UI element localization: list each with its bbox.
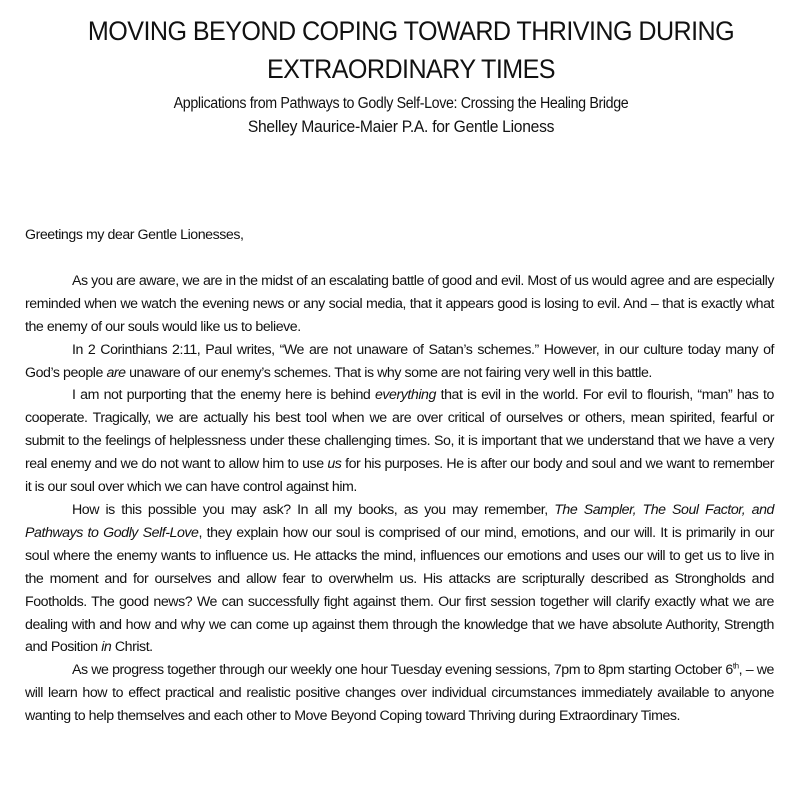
paragraph-5 — [25, 659, 774, 728]
letter-body — [25, 224, 774, 728]
paragraph-text: for his purposes. He is after our body and soul and we want to remember it is our soul over which we can have control against him. — [25, 456, 774, 496]
paragraph-text: , they explain how our soul is comprised of our mind, emotions, and our will. It is primarily in our soul where the enemy wants to influence us. He attacks the mind, influences our emotions and uses our will to get us to live in the moment and for ourselves and allow fear to overwhelm us. His attacks are scripturally described as Strongholds and Footholds. The good news? We can successfully fight against them. Our first session together will clarify exactly what we are dealing with and how and why we can come up against them through the knowledge that we have absolute Authority, Strength and Position — [25, 524, 775, 656]
paragraph-1 — [25, 270, 774, 339]
paragraph-text: In 2 Corinthians 2:11, Paul writes, “We are not unaware of Satan’s schemes.” However, in our culture today many of God’s people — [25, 341, 774, 381]
paragraph-text: As you are aware, we are in the midst of an escalating battle of good and evil. Most of us would agree and are especially reminded when we watch the evening news or any social media, that it appears good is losing to evil. And – that is exactly what the enemy of our souls would like us to believe. — [25, 272, 774, 335]
ordinal-suffix: th — [732, 661, 739, 671]
paragraph-3 — [25, 384, 774, 499]
paragraph-text: As we progress together through our weekly one hour Tuesday evening sessions, 7pm to 8pm starting October 6 — [72, 662, 733, 679]
book-titles: The Sampler, The Soul Factor, and Pathways to Godly Self-Love — [25, 501, 774, 541]
paragraph-text: Christ. — [111, 639, 153, 656]
emphasis: in — [101, 639, 112, 656]
paragraph-text: unaware of our enemy’s schemes. That is why some are not fairing very well in this battle. — [125, 364, 652, 381]
emphasis: are — [106, 364, 126, 381]
document-subtitle: Applications from Pathways to Godly Self-Love: Crossing the Healing Bridge — [173, 95, 629, 112]
document-title: MOVING BEYOND COPING TOWARD THRIVING DURING EXTRAORDINARY TIMES — [87, 16, 735, 84]
paragraph-text: that is evil in the world. For evil to flourish, “man” has to cooperate. Tragically, we are actually his best tool when we are over critical of ourselves or others, mean spirited, fearful or submit to the feelings of helplessness under these challenging times. So, it is important that we understand that we have a very real enemy and we do not want to allow him to use — [25, 387, 774, 473]
document-author: Shelley Maurice-Maier P.A. for Gentle Lioness — [247, 117, 555, 136]
paragraph-2 — [25, 339, 774, 385]
paragraph-text: I am not purporting that the enemy here is behind — [72, 387, 375, 404]
paragraph-text: , – we will learn how to effect practical and realistic positive changes over individual circumstances immediately available to anyone wanting to help themselves and each other to Move Beyond Coping toward Thriving during Extraordinary Times. — [25, 662, 774, 725]
paragraph-4 — [25, 499, 774, 659]
emphasis: everything — [374, 387, 436, 404]
paragraph-text: How is this possible you may ask? In all my books, as you may remember, — [72, 501, 555, 518]
greeting: Greetings my dear Gentle Lionesses, — [25, 227, 244, 243]
emphasis: us — [327, 456, 342, 473]
